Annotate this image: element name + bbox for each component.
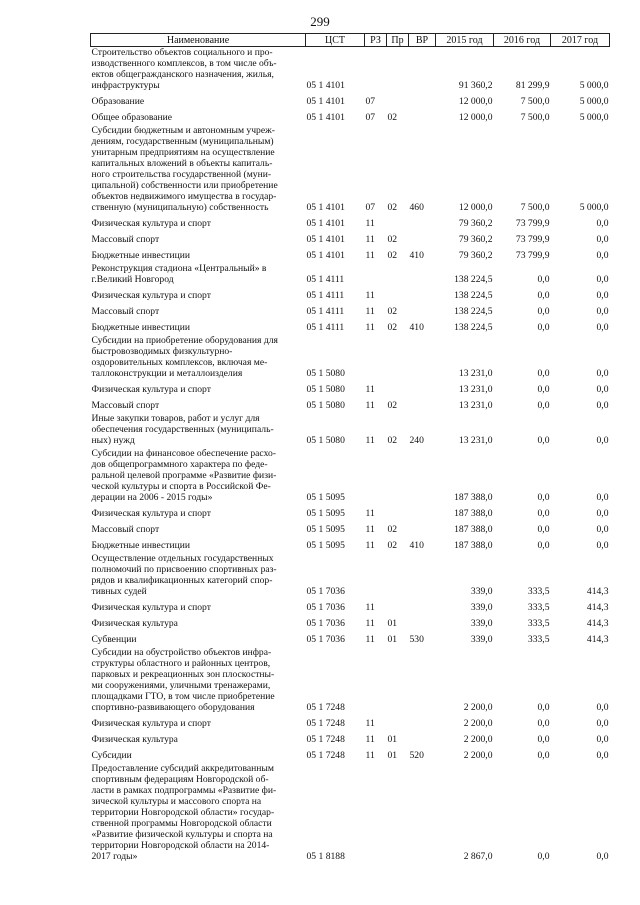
table-row bbox=[91, 521, 610, 537]
table-row bbox=[91, 319, 610, 335]
row-vr bbox=[409, 615, 436, 631]
row-pr: 01 bbox=[387, 734, 398, 745]
row-name: Субсидии на приобретение оборудования для быстровозводимых физкультурно- оздоровительных комплексов, включая ме- таллоконструкции и металлоизделия bbox=[91, 335, 278, 379]
row-name: Предоставление субсидий аккредитованным спортивным федерациям Новгородской об- ласти в рамках подпрограммы «Развитие фи- зической культуры и массового спорта на территории Новгородской области» государ- ственной программы Новгородской области «Развитие физической культуры и спорта на территории Новгородской области на 2014- 2017 годы» bbox=[91, 763, 277, 862]
row-vr bbox=[409, 448, 436, 505]
table-body bbox=[91, 47, 610, 865]
row-rz: 11 bbox=[365, 218, 375, 229]
row-cst: 05 1 4101 bbox=[306, 250, 345, 261]
row-cst: 05 1 5080 bbox=[306, 384, 345, 395]
row-pr bbox=[387, 553, 409, 599]
row-rz bbox=[365, 647, 387, 715]
row-name: Массовый спорт bbox=[91, 306, 160, 317]
table-row bbox=[91, 747, 610, 763]
row-value-2015: 138 224,5 bbox=[454, 274, 493, 285]
row-value-2016: 0,0 bbox=[537, 322, 550, 333]
table-row bbox=[91, 537, 610, 553]
header-cst: ЦСТ bbox=[306, 34, 365, 47]
table-row bbox=[91, 731, 610, 747]
row-vr bbox=[409, 381, 436, 397]
table-row bbox=[91, 763, 610, 864]
row-vr bbox=[409, 303, 436, 319]
row-value-2016: 0,0 bbox=[537, 524, 550, 535]
row-value-2015: 12 000,0 bbox=[458, 202, 493, 213]
row-cst: 05 1 5095 bbox=[306, 492, 345, 503]
table-row bbox=[91, 125, 610, 215]
row-pr bbox=[387, 647, 409, 715]
row-vr bbox=[409, 731, 436, 747]
row-cst: 05 1 5095 bbox=[306, 540, 345, 551]
row-vr bbox=[409, 553, 436, 599]
row-rz: 11 bbox=[365, 734, 375, 745]
row-value-2016: 0,0 bbox=[537, 435, 550, 446]
row-vr: 460 bbox=[409, 202, 424, 213]
row-rz: 07 bbox=[365, 112, 376, 123]
row-rz: 11 bbox=[365, 400, 375, 411]
row-pr bbox=[387, 287, 409, 303]
row-pr: 02 bbox=[387, 322, 398, 333]
row-value-2016: 0,0 bbox=[537, 750, 550, 761]
row-rz: 11 bbox=[365, 306, 375, 317]
table-row bbox=[91, 397, 610, 413]
row-value-2017: 5 000,0 bbox=[579, 96, 609, 107]
row-name: Субвенции bbox=[91, 634, 137, 645]
row-pr: 02 bbox=[387, 524, 398, 535]
row-rz: 11 bbox=[365, 435, 375, 446]
row-name: Бюджетные инвестиции bbox=[91, 322, 190, 333]
row-value-2017: 0,0 bbox=[596, 234, 609, 245]
row-vr bbox=[409, 647, 436, 715]
row-cst: 05 1 5080 bbox=[306, 368, 345, 379]
row-pr: 02 bbox=[387, 202, 398, 213]
row-vr bbox=[409, 521, 436, 537]
row-rz: 11 bbox=[365, 540, 375, 551]
row-cst: 05 1 5095 bbox=[306, 524, 345, 535]
row-cst: 05 1 5080 bbox=[306, 435, 345, 446]
row-value-2015: 2 200,0 bbox=[463, 702, 493, 713]
row-value-2017: 414,3 bbox=[586, 586, 609, 597]
row-name: Субсидии на обустройство объектов инфра- структуры областного и районных центров, парковых и рекреационных зон плоскостны- ми сооружениями, уличными тренажерами, площадками ГТО, в том числе приобретение спортивно-развивающего оборудования bbox=[91, 647, 275, 713]
table-row bbox=[91, 47, 610, 94]
row-vr: 520 bbox=[409, 750, 424, 761]
header-2015: 2015 год bbox=[436, 34, 494, 47]
row-value-2015: 2 200,0 bbox=[463, 734, 493, 745]
table-row bbox=[91, 303, 610, 319]
row-pr: 02 bbox=[387, 234, 398, 245]
row-name: Физическая культура и спорт bbox=[91, 718, 211, 729]
row-pr: 02 bbox=[387, 112, 398, 123]
row-value-2016: 73 799,9 bbox=[515, 234, 550, 245]
row-value-2015: 339,0 bbox=[470, 634, 493, 645]
row-cst: 05 1 7036 bbox=[306, 602, 345, 613]
row-cst: 05 1 4101 bbox=[306, 234, 345, 245]
table-row bbox=[91, 553, 610, 599]
row-value-2017: 0,0 bbox=[596, 524, 609, 535]
row-cst: 05 1 4101 bbox=[306, 218, 345, 229]
row-rz: 11 bbox=[365, 750, 375, 761]
row-value-2015: 138 224,5 bbox=[454, 306, 493, 317]
budget-table bbox=[90, 33, 610, 864]
row-pr: 01 bbox=[387, 634, 398, 645]
row-value-2016: 7 500,0 bbox=[520, 112, 550, 123]
row-rz: 11 bbox=[365, 602, 375, 613]
table-row bbox=[91, 231, 610, 247]
row-pr: 02 bbox=[387, 435, 398, 446]
table-row bbox=[91, 109, 610, 125]
page-number: 299 bbox=[310, 14, 330, 29]
row-value-2015: 2 200,0 bbox=[463, 718, 493, 729]
row-value-2017: 0,0 bbox=[596, 851, 609, 862]
row-name: Физическая культура и спорт bbox=[91, 290, 211, 301]
row-rz: 11 bbox=[365, 322, 375, 333]
row-value-2017: 0,0 bbox=[596, 274, 609, 285]
row-value-2016: 0,0 bbox=[537, 400, 550, 411]
row-value-2015: 2 867,0 bbox=[463, 851, 493, 862]
row-value-2017: 0,0 bbox=[596, 750, 609, 761]
row-value-2016: 333,5 bbox=[527, 586, 550, 597]
table-row bbox=[91, 599, 610, 615]
row-value-2015: 339,0 bbox=[470, 618, 493, 629]
row-value-2017: 0,0 bbox=[596, 306, 609, 317]
row-value-2017: 0,0 bbox=[596, 435, 609, 446]
row-pr: 02 bbox=[387, 400, 398, 411]
row-cst: 05 1 7248 bbox=[306, 734, 345, 745]
table-row bbox=[91, 381, 610, 397]
row-value-2016: 0,0 bbox=[537, 718, 550, 729]
row-rz: 11 bbox=[365, 634, 375, 645]
row-value-2016: 333,5 bbox=[527, 634, 550, 645]
row-pr bbox=[387, 335, 409, 381]
row-value-2015: 91 360,2 bbox=[458, 80, 493, 91]
row-value-2015: 2 200,0 bbox=[463, 750, 493, 761]
row-rz: 11 bbox=[365, 234, 375, 245]
row-name: Бюджетные инвестиции bbox=[91, 540, 190, 551]
row-name: Строительство объектов социального и про- изводственного комплексов, в том числе объ- ектов общегражданского назначения, жилья, инфраструктуры bbox=[91, 47, 277, 91]
row-name: Массовый спорт bbox=[91, 234, 160, 245]
row-vr: 530 bbox=[409, 634, 424, 645]
row-rz bbox=[365, 263, 387, 287]
header-2017: 2017 год bbox=[551, 34, 610, 47]
row-vr: 410 bbox=[409, 540, 424, 551]
row-value-2015: 12 000,0 bbox=[458, 112, 493, 123]
row-rz bbox=[365, 335, 387, 381]
row-value-2015: 187 388,0 bbox=[454, 524, 493, 535]
row-value-2015: 138 224,5 bbox=[454, 322, 493, 333]
row-value-2017: 0,0 bbox=[596, 322, 609, 333]
row-rz: 07 bbox=[365, 96, 376, 107]
table-row bbox=[91, 715, 610, 731]
row-rz: 11 bbox=[365, 290, 375, 301]
row-vr bbox=[409, 335, 436, 381]
row-vr bbox=[409, 505, 436, 521]
row-pr bbox=[387, 215, 409, 231]
row-cst: 05 1 5080 bbox=[306, 400, 345, 411]
row-value-2017: 0,0 bbox=[596, 384, 609, 395]
row-cst: 05 1 7248 bbox=[306, 718, 345, 729]
row-rz bbox=[365, 47, 387, 94]
row-value-2016: 333,5 bbox=[527, 602, 550, 613]
table-row bbox=[91, 413, 610, 448]
row-pr bbox=[387, 505, 409, 521]
row-pr bbox=[387, 763, 409, 864]
row-rz: 11 bbox=[365, 524, 375, 535]
table-row bbox=[91, 448, 610, 505]
row-value-2016: 7 500,0 bbox=[520, 202, 550, 213]
row-value-2016: 73 799,9 bbox=[515, 218, 550, 229]
row-value-2015: 12 000,0 bbox=[458, 96, 493, 107]
table-row bbox=[91, 247, 610, 263]
row-name: Реконструкция стадиона «Центральный» в г.Великий Новгород bbox=[91, 263, 267, 285]
table-row bbox=[91, 287, 610, 303]
table-row bbox=[91, 93, 610, 109]
row-value-2017: 0,0 bbox=[596, 540, 609, 551]
row-value-2017: 414,3 bbox=[586, 618, 609, 629]
row-rz bbox=[365, 763, 387, 864]
row-rz: 11 bbox=[365, 250, 375, 261]
row-vr bbox=[409, 397, 436, 413]
table-row bbox=[91, 505, 610, 521]
row-value-2016: 0,0 bbox=[537, 508, 550, 519]
row-value-2017: 414,3 bbox=[586, 634, 609, 645]
header-rz: РЗ bbox=[365, 34, 387, 47]
row-name: Физическая культура и спорт bbox=[91, 218, 211, 229]
row-rz: 11 bbox=[365, 508, 375, 519]
row-value-2015: 187 388,0 bbox=[454, 508, 493, 519]
row-value-2016: 0,0 bbox=[537, 274, 550, 285]
row-value-2017: 5 000,0 bbox=[579, 112, 609, 123]
row-cst: 05 1 4101 bbox=[306, 202, 345, 213]
row-pr: 02 bbox=[387, 540, 398, 551]
row-name: Иные закупки товаров, работ и услуг для обеспечения государственных (муниципаль- ных) нужд bbox=[91, 413, 274, 446]
row-rz: 11 bbox=[365, 618, 375, 629]
row-vr bbox=[409, 599, 436, 615]
row-vr bbox=[409, 263, 436, 287]
row-value-2017: 5 000,0 bbox=[579, 80, 609, 91]
row-value-2017: 0,0 bbox=[596, 218, 609, 229]
row-vr bbox=[409, 715, 436, 731]
row-value-2016: 0,0 bbox=[537, 368, 550, 379]
row-value-2017: 5 000,0 bbox=[579, 202, 609, 213]
row-value-2016: 0,0 bbox=[537, 306, 550, 317]
row-name: Субсидии бюджетным и автономным учреж- дениям, государственным (муниципальным) унитарным предприятиям на осуществление капитальных вложений в объекты капиталь- ного строительства государственной (муни- ципальной) собственности или приобретение объектов недвижимого имущества в государ- ственную (муниципальную) собственность bbox=[91, 125, 278, 213]
row-vr: 410 bbox=[409, 250, 424, 261]
table-header-row bbox=[91, 34, 610, 47]
row-cst: 05 1 7248 bbox=[306, 750, 345, 761]
row-pr: 01 bbox=[387, 750, 398, 761]
row-vr bbox=[409, 93, 436, 109]
row-vr bbox=[409, 231, 436, 247]
row-value-2015: 79 360,2 bbox=[458, 234, 493, 245]
row-value-2016: 0,0 bbox=[537, 702, 550, 713]
row-name: Бюджетные инвестиции bbox=[91, 250, 190, 261]
row-value-2017: 0,0 bbox=[596, 734, 609, 745]
row-cst: 05 1 5095 bbox=[306, 508, 345, 519]
row-value-2016: 0,0 bbox=[537, 734, 550, 745]
row-cst: 05 1 7036 bbox=[306, 586, 345, 597]
row-vr bbox=[409, 47, 436, 94]
header-vr: ВР bbox=[409, 34, 436, 47]
row-rz bbox=[365, 448, 387, 505]
row-name: Физическая культура и спорт bbox=[91, 384, 211, 395]
row-value-2015: 79 360,2 bbox=[458, 218, 493, 229]
row-cst: 05 1 4111 bbox=[306, 306, 345, 317]
table-row bbox=[91, 215, 610, 231]
row-value-2017: 0,0 bbox=[596, 718, 609, 729]
row-cst: 05 1 7036 bbox=[306, 618, 345, 629]
row-pr bbox=[387, 599, 409, 615]
row-name: Физическая культура и спорт bbox=[91, 602, 211, 613]
row-cst: 05 1 4111 bbox=[306, 274, 345, 285]
row-value-2015: 13 231,0 bbox=[458, 384, 493, 395]
row-name: Массовый спорт bbox=[91, 400, 160, 411]
row-name: Физическая культура и спорт bbox=[91, 508, 211, 519]
row-pr: 02 bbox=[387, 306, 398, 317]
row-cst: 05 1 4111 bbox=[306, 322, 345, 333]
row-cst: 05 1 4101 bbox=[306, 80, 345, 91]
header-pr: Пр bbox=[387, 34, 409, 47]
row-value-2015: 79 360,2 bbox=[458, 250, 493, 261]
row-value-2016: 0,0 bbox=[537, 492, 550, 503]
row-pr bbox=[387, 47, 409, 94]
row-rz: 07 bbox=[365, 202, 376, 213]
table-row bbox=[91, 335, 610, 381]
row-vr bbox=[409, 763, 436, 864]
row-pr bbox=[387, 715, 409, 731]
row-value-2016: 0,0 bbox=[537, 384, 550, 395]
row-name: Физическая культура bbox=[91, 734, 178, 745]
row-value-2016: 0,0 bbox=[537, 290, 550, 301]
row-value-2017: 0,0 bbox=[596, 250, 609, 261]
row-name: Массовый спорт bbox=[91, 524, 160, 535]
row-cst: 05 1 7248 bbox=[306, 702, 345, 713]
row-cst: 05 1 4111 bbox=[306, 290, 345, 301]
header-2016: 2016 год bbox=[494, 34, 551, 47]
row-rz: 11 bbox=[365, 718, 375, 729]
row-value-2017: 0,0 bbox=[596, 290, 609, 301]
row-value-2015: 13 231,0 bbox=[458, 435, 493, 446]
row-value-2015: 187 388,0 bbox=[454, 540, 493, 551]
row-value-2015: 339,0 bbox=[470, 586, 493, 597]
table-row bbox=[91, 631, 610, 647]
row-name: Субсидии на финансовое обеспечение расхо- дов общепрограммного характера по феде- ральной целевой программе «Развитие физи- ческой культуры и спорта в Российской Фе- дерации на 2006 - 2015 годы» bbox=[91, 448, 277, 503]
row-cst: 05 1 8188 bbox=[306, 851, 345, 862]
table-row bbox=[91, 263, 610, 287]
row-pr bbox=[387, 263, 409, 287]
row-value-2016: 81 299,9 bbox=[515, 80, 550, 91]
header-name: Наименование bbox=[91, 34, 306, 47]
row-value-2015: 13 231,0 bbox=[458, 368, 493, 379]
row-vr bbox=[409, 215, 436, 231]
row-value-2017: 0,0 bbox=[596, 400, 609, 411]
row-value-2017: 0,0 bbox=[596, 508, 609, 519]
table-row bbox=[91, 615, 610, 631]
row-value-2016: 7 500,0 bbox=[520, 96, 550, 107]
row-vr: 240 bbox=[409, 435, 424, 446]
row-cst: 05 1 7036 bbox=[306, 634, 345, 645]
row-value-2017: 0,0 bbox=[596, 492, 609, 503]
row-rz bbox=[365, 553, 387, 599]
row-value-2015: 13 231,0 bbox=[458, 400, 493, 411]
row-name: Осуществление отдельных государственных полномочий по присвоению спортивных раз- рядов и квалификационных категорий спор- тивных судей bbox=[91, 553, 277, 597]
row-name: Общее образование bbox=[91, 112, 173, 123]
row-pr bbox=[387, 381, 409, 397]
row-name: Субсидии bbox=[91, 750, 132, 761]
row-value-2016: 0,0 bbox=[537, 851, 550, 862]
row-name: Физическая культура bbox=[91, 618, 178, 629]
row-name: Образование bbox=[91, 96, 145, 107]
row-pr: 01 bbox=[387, 618, 398, 629]
row-value-2015: 138 224,5 bbox=[454, 290, 493, 301]
row-pr: 02 bbox=[387, 250, 398, 261]
table-row bbox=[91, 647, 610, 715]
row-rz: 11 bbox=[365, 384, 375, 395]
row-vr bbox=[409, 287, 436, 303]
row-value-2016: 73 799,9 bbox=[515, 250, 550, 261]
row-cst: 05 1 4101 bbox=[306, 96, 345, 107]
row-pr bbox=[387, 448, 409, 505]
row-vr bbox=[409, 109, 436, 125]
row-value-2017: 414,3 bbox=[586, 602, 609, 613]
row-value-2015: 187 388,0 bbox=[454, 492, 493, 503]
row-cst: 05 1 4101 bbox=[306, 112, 345, 123]
row-value-2017: 0,0 bbox=[596, 702, 609, 713]
row-value-2015: 339,0 bbox=[470, 602, 493, 613]
row-vr: 410 bbox=[409, 322, 424, 333]
row-value-2016: 0,0 bbox=[537, 540, 550, 551]
row-pr bbox=[387, 93, 409, 109]
row-value-2017: 0,0 bbox=[596, 368, 609, 379]
row-value-2016: 333,5 bbox=[527, 618, 550, 629]
